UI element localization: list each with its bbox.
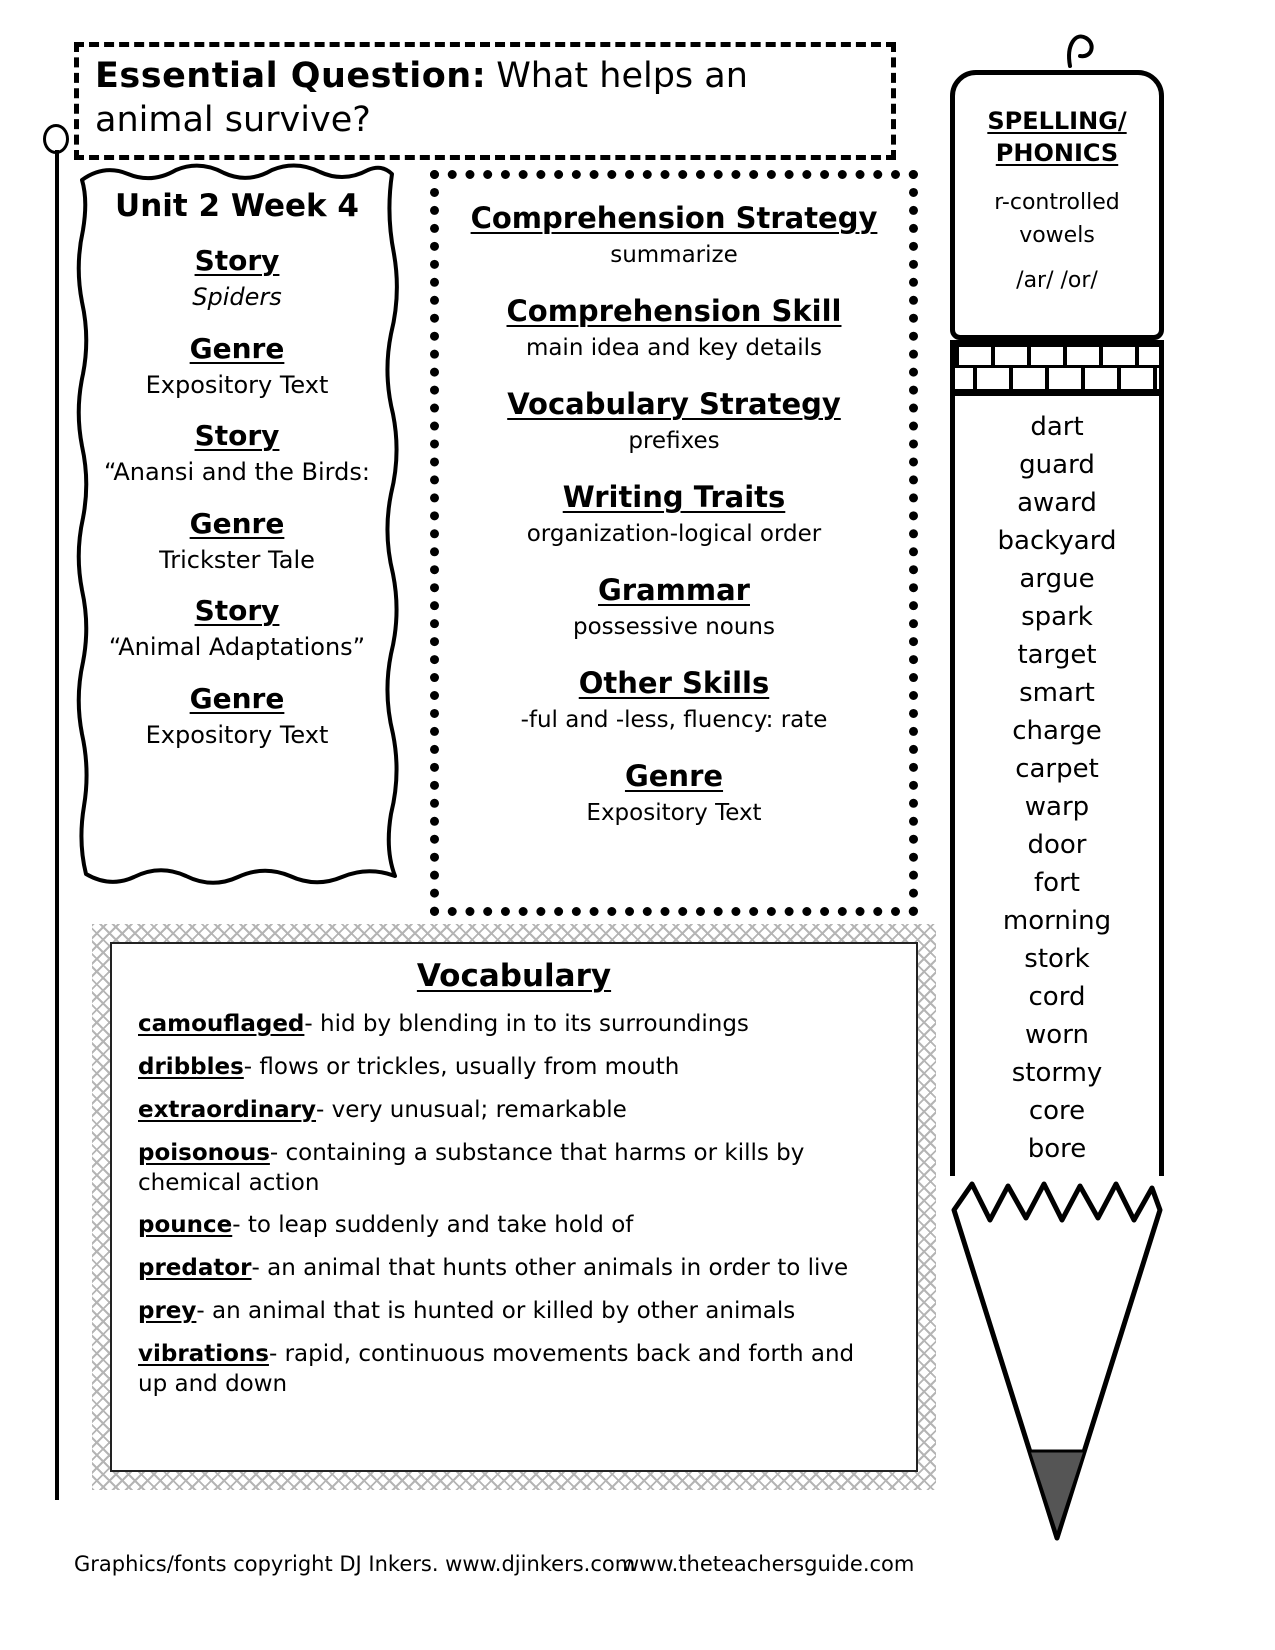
story-genre-heading: Story	[194, 594, 280, 628]
vocab-definition: - rapid, continuous movements back and forth and up and down	[138, 1341, 855, 1398]
pencil-ferrule	[950, 340, 1164, 396]
pencil-word-list	[955, 408, 1159, 1168]
skill-value: Expository Text	[586, 800, 762, 826]
skill-value: possessive nouns	[572, 614, 775, 640]
vocab-entry	[138, 1096, 890, 1126]
site-url-text: www.theteachersguide.com	[622, 1552, 915, 1576]
story-genre-heading: Story	[194, 244, 280, 277]
story-genre-heading: Genre	[189, 331, 285, 365]
vocabulary-title: Vocabulary	[416, 958, 612, 994]
ferrule-brick-row	[955, 347, 1159, 368]
vocab-entry	[138, 1053, 890, 1083]
story-genre-value: Trickster Tale	[159, 545, 315, 574]
spelling-word: smart	[1019, 678, 1095, 708]
story-genre-value: “Animal Adaptations”	[108, 633, 366, 662]
phonics-focus-line1: r-controlled	[994, 189, 1120, 215]
vocab-entry	[138, 1340, 890, 1400]
skill-heading: Comprehension Skill	[506, 294, 842, 328]
spelling-word: award	[1017, 488, 1097, 518]
banner-entries	[96, 244, 378, 750]
phonics-focus-line2: vowels	[1019, 222, 1095, 248]
phonics-focus	[955, 186, 1159, 252]
skill-heading: Vocabulary Strategy	[507, 387, 841, 421]
vocab-definition: - flows or trickles, usually from mouth	[243, 1053, 680, 1080]
story-genre-heading: Genre	[189, 506, 285, 540]
skill-value: -ful and -less, fluency: rate	[520, 707, 828, 733]
spelling-word: dart	[1030, 412, 1084, 442]
vocab-definition: - an animal that is hunted or killed by other animals	[196, 1298, 796, 1325]
vocab-definition: - very unusual; remarkable	[316, 1096, 627, 1123]
vocab-entry	[138, 1297, 890, 1327]
skill-heading: Grammar	[598, 573, 750, 607]
pencil-eraser-section	[950, 70, 1164, 340]
spelling-word: spark	[1021, 602, 1093, 632]
skill-section	[449, 387, 899, 454]
skill-value: organization-logical order	[526, 521, 822, 547]
spelling-word: door	[1027, 830, 1087, 860]
skill-value: main idea and key details	[525, 335, 823, 361]
spelling-word: argue	[1019, 564, 1095, 594]
vocab-term: vibrations	[138, 1341, 269, 1368]
unit-banner-content	[96, 180, 378, 874]
spelling-heading-line2: PHONICS	[995, 139, 1119, 168]
unit-week-title: Unit 2 Week 4	[115, 188, 359, 224]
story-genre-value: “Anansi and the Birds:	[104, 458, 370, 487]
vocab-definition: - an animal that hunts other animals in order to live	[251, 1255, 849, 1282]
spelling-word: stormy	[1011, 1058, 1103, 1088]
vocab-term: poisonous	[138, 1139, 270, 1166]
essential-question-value: What helps an animal survive?	[95, 56, 748, 140]
spelling-pencil	[950, 28, 1164, 1548]
skill-section	[449, 666, 899, 733]
vocab-term: dribbles	[138, 1053, 244, 1080]
spelling-word: carpet	[1015, 754, 1099, 784]
essential-question-text	[95, 55, 875, 143]
spelling-word: target	[1017, 640, 1097, 670]
curl-icon	[1062, 28, 1102, 70]
skill-heading: Comprehension Strategy	[470, 201, 878, 235]
spelling-word: backyard	[997, 526, 1117, 556]
vocabulary-box	[92, 924, 936, 1490]
skill-heading: Genre	[624, 759, 724, 793]
unit-banner	[70, 158, 404, 896]
vocab-list	[138, 1010, 890, 1400]
story-genre-value: Spiders	[192, 283, 282, 311]
flagpole	[55, 150, 59, 1500]
skill-section	[449, 759, 899, 826]
pencil-top-curl	[950, 28, 1164, 70]
story-genre-value: Expository Text	[145, 720, 329, 749]
pencil-body	[950, 396, 1164, 1176]
spelling-word: warp	[1024, 792, 1090, 822]
skills-box	[430, 170, 918, 916]
spelling-word: cord	[1028, 982, 1086, 1012]
spelling-word: worn	[1025, 1020, 1089, 1050]
story-genre-value: Expository Text	[145, 370, 329, 399]
vocab-entry	[138, 1139, 890, 1199]
vocab-entry	[138, 1010, 890, 1040]
spelling-phonics-heading	[955, 105, 1159, 170]
copyright-text: Graphics/fonts copyright DJ Inkers. www.djinkers.com	[74, 1552, 636, 1576]
essential-question-label: Essential Question:	[95, 56, 487, 96]
story-genre-heading: Genre	[189, 681, 285, 715]
skill-section	[449, 480, 899, 547]
story-genre-heading: Story	[194, 419, 280, 453]
ferrule-brick-row	[955, 368, 1159, 389]
vocab-definition: - to leap suddenly and take hold of	[232, 1212, 634, 1239]
vocab-definition: - hid by blending in to its surroundings	[304, 1011, 749, 1037]
spelling-word: fort	[1034, 868, 1080, 898]
vocab-term: pounce	[138, 1212, 233, 1239]
skill-section	[449, 573, 899, 640]
skill-section	[449, 294, 899, 361]
spelling-word: bore	[1027, 1134, 1087, 1164]
essential-question-box	[74, 42, 896, 160]
skill-heading: Writing Traits	[562, 480, 786, 514]
spelling-word: core	[1028, 1096, 1086, 1126]
skill-section	[449, 201, 899, 268]
skill-heading: Other Skills	[578, 666, 770, 700]
pencil-point	[950, 1176, 1164, 1548]
vocabulary-inner	[110, 942, 918, 1472]
skills-sections	[449, 201, 899, 826]
vocab-term: prey	[138, 1298, 197, 1325]
phonics-sounds: /ar/ /or/	[1016, 267, 1098, 293]
spelling-heading-line1: SPELLING/	[987, 107, 1127, 135]
vocab-entry	[138, 1211, 890, 1241]
skill-value: summarize	[610, 242, 738, 268]
vocab-term: predator	[138, 1255, 252, 1282]
vocab-term: camouflaged	[138, 1011, 305, 1037]
spelling-word: stork	[1024, 944, 1090, 974]
spelling-word: guard	[1019, 450, 1095, 480]
spelling-word: charge	[1012, 716, 1102, 746]
vocab-entry	[138, 1254, 890, 1284]
skill-value: prefixes	[628, 428, 720, 454]
vocab-term: extraordinary	[138, 1096, 317, 1123]
vocab-definition: - containing a substance that harms or kills by chemical action	[138, 1139, 805, 1196]
spelling-word: morning	[1002, 906, 1112, 936]
